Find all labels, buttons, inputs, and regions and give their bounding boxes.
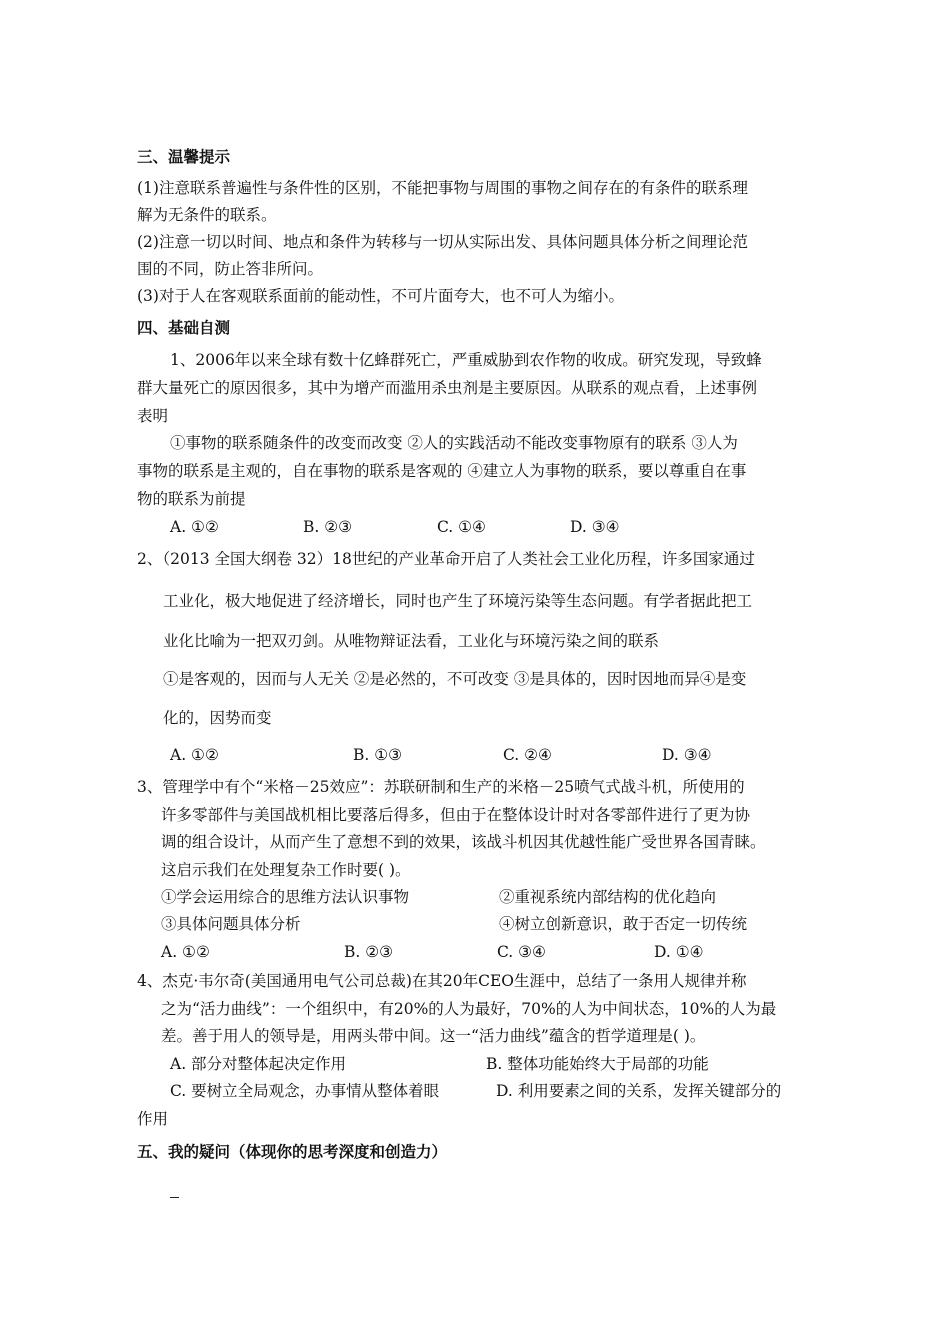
q2-line-4: ①是客观的，因而与人无关 ②是必然的，不可改变 ③是具体的，因时因地而异④是变 (163, 670, 747, 688)
q4-option-d: D. 利用要素之间的关系，发挥关键部分的 (496, 1082, 782, 1100)
tip-line-2: 解为无条件的联系。 (137, 206, 277, 224)
q3-option-a: A. ①② (161, 943, 210, 961)
q1-line-6: 物的联系为前提 (137, 490, 246, 508)
q4-line-2: 之为“活力曲线”：一个组织中，有20%的人为最好，70%的人为中间状态，10%的人为最 (161, 1000, 777, 1018)
section-5-heading: 五、我的疑问（体现你的思考深度和创造力） (137, 1143, 448, 1161)
q2-option-d: D. ③④ (662, 746, 712, 764)
q3-line-3: 调的组合设计，从而产生了意想不到的效果，该战斗机因其优越性能广受世界各国青睐。 (161, 833, 766, 851)
q3-choice-2: ②重视系统内部结构的优化趋向 (499, 888, 717, 906)
q2-line-5: 化的，因势而变 (163, 709, 272, 727)
q4-line-1: 4、杰克·韦尔奇(美国通用电气公司总裁)在其20年CEO生涯中，总结了一条用人规律并称 (137, 972, 747, 990)
q3-line-4: 这启示我们在处理复杂工作时要( )。 (161, 861, 411, 879)
text-cursor-mark (170, 1197, 179, 1198)
tip-line-4: 围的不同，防止答非所问。 (137, 260, 324, 278)
q4-option-c: C. 要树立全局观念，办事情从整体着眼 (170, 1082, 440, 1100)
q3-option-d: D. ①④ (654, 943, 704, 961)
q2-line-1: 2、（2013 全国大纲卷 32）18世纪的产业革命开启了人类社会工业化历程，许多国家通过 (137, 550, 755, 568)
q1-line-4: ①事物的联系随条件的改变而改变 ②人的实践活动不能改变事物原有的联系 ③人为 (170, 434, 738, 452)
q3-choice-3: ③具体问题具体分析 (161, 915, 301, 933)
q2-option-c: C. ②④ (503, 746, 552, 764)
q1-option-d: D. ③④ (570, 518, 620, 536)
tip-line-3: (2)注意一切以时间、地点和条件为转移与一切从实际出发、具体问题具体分析之间理论范 (137, 233, 748, 251)
q1-line-2: 群大量死亡的原因很多，其中为增产而滥用杀虫剂是主要原因。从联系的观点看，上述事例 (137, 379, 758, 397)
q4-option-b: B. 整体功能始终大于局部的功能 (486, 1055, 709, 1073)
q3-choice-1: ①学会运用综合的思维方法认识事物 (161, 888, 410, 906)
section-3-heading: 三、温馨提示 (137, 148, 231, 166)
q1-line-1: 1、2006年以来全球有数十亿蜂群死亡，严重威胁到农作物的收成。研究发现，导致蜂 (170, 351, 762, 369)
tip-line-5: (3)对于人在客观联系面前的能动性，不可片面夸大，也不可人为缩小。 (137, 287, 624, 305)
q1-option-b: B. ②③ (303, 518, 353, 536)
q1-option-a: A. ①② (170, 518, 219, 536)
tip-line-1: (1)注意联系普遍性与条件性的区别，不能把事物与周围的事物之间存在的有条件的联系理 (137, 179, 748, 197)
q2-option-b: B. ①③ (353, 746, 403, 764)
q3-option-b: B. ②③ (344, 943, 394, 961)
q1-line-5: 事物的联系是主观的，自在事物的联系是客观的 ④建立人为事物的联系，要以尊重自在事 (137, 462, 747, 480)
section-4-heading: 四、基础自测 (137, 319, 231, 337)
q3-option-c: C. ③④ (497, 943, 546, 961)
q3-line-2: 许多零部件与美国战机相比要落后得多，但由于在整体设计时对各零部件进行了更为协 (161, 806, 751, 824)
q3-line-1: 3、管理学中有个“米格－25效应”：苏联研制和生产的米格－25喷气式战斗机，所使用的 (137, 778, 745, 796)
q1-option-c: C. ①④ (437, 518, 486, 536)
q4-line-3: 差。善于用人的领导是，用两头带中间。这一“活力曲线”蕴含的哲学道理是( )。 (161, 1027, 706, 1045)
q3-choice-4: ④树立创新意识，敢于否定一切传统 (499, 915, 748, 933)
q2-option-a: A. ①② (170, 746, 219, 764)
q4-option-d-continued: 作用 (137, 1110, 169, 1128)
q2-line-3: 业化比喻为一把双刃剑。从唯物辩证法看，工业化与环境污染之间的联系 (163, 632, 660, 650)
q1-line-3: 表明 (137, 407, 169, 425)
q4-option-a: A. 部分对整体起决定作用 (170, 1055, 347, 1073)
q2-line-2: 工业化，极大地促进了经济增长，同时也产生了环境污染等生态问题。有学者据此把工 (163, 592, 753, 610)
